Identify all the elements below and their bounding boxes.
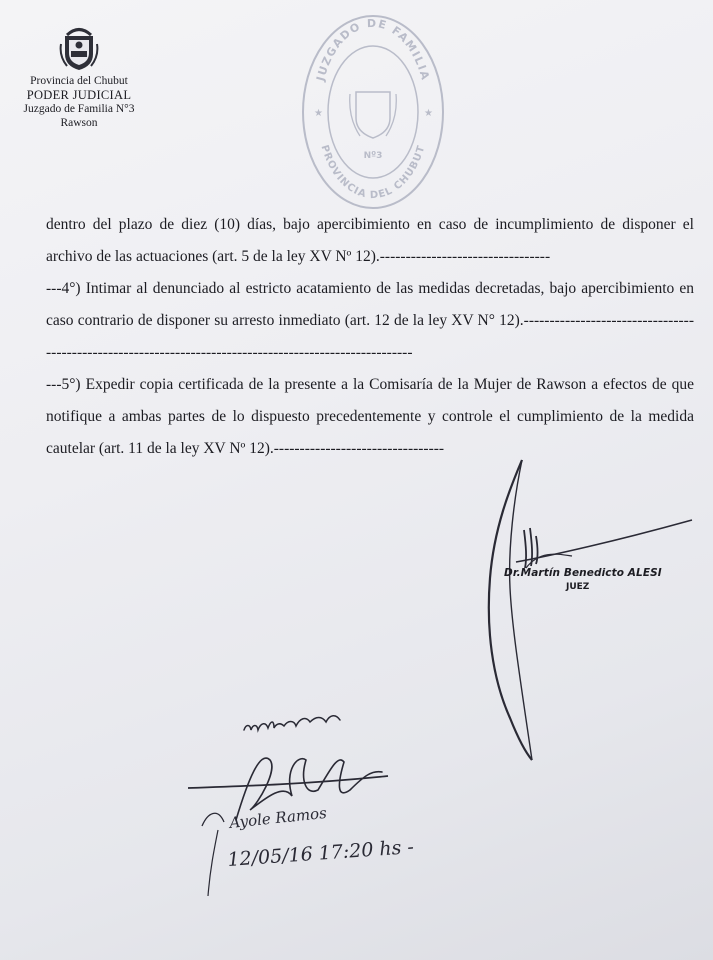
paragraph-item-5: ---5°) Expedir copia certificada de la presente a la Comisaría de la Mujer de Rawson a efectos de que notifique a ambas partes de lo dispuesto precedentemente y controle el cumplimiento de la medida cautelar (art. 11 de la ley XV Nº 12).---------------------------------: [46, 376, 694, 457]
letterhead-court: Juzgado de Familia N°3: [23, 103, 135, 115]
paragraph-item-4: ---4°) Intimar al denunciado al estricto acatamiento de las medidas decretadas, bajo apercibimiento en caso contrario de disponer su arresto inmediato (art. 12 de la ley XV N° 12).--------------------------------------------------------------------------------------------------------: [46, 280, 694, 361]
svg-text:JUZGADO DE FAMILIA: [314, 17, 432, 83]
svg-text:★: ★: [314, 108, 323, 119]
judge-name: Dr.Martín Benedicto ALESI: [504, 567, 662, 579]
court-seal-stamp-icon: [300, 8, 446, 210]
letterhead: [20, 26, 138, 130]
judge-stamp: [504, 567, 684, 592]
paragraph-deadline: dentro del plazo de diez (10) días, bajo apercibimiento en caso de incumplimiento de disponer el archivo de las actuaciones (art. 5 de la ley XV Nº 12).---------------------------------: [46, 216, 694, 265]
svg-text:★: ★: [424, 108, 433, 119]
handwritten-notification: [188, 700, 448, 900]
letterhead-institution: PODER JUDICIAL: [26, 88, 132, 102]
seal-text-bottom: PROVINCIA DEL CHUBUT: [318, 143, 428, 202]
letterhead-city: Rawson: [60, 117, 98, 129]
judge-signature: [480, 458, 710, 768]
notification-name: Ayole Ramos: [228, 803, 328, 832]
letterhead-province: Provincia del Chubut: [30, 75, 128, 87]
judge-title: JUEZ: [566, 582, 590, 592]
resolution-body: [46, 209, 694, 465]
seal-text-number: Nº3: [363, 151, 383, 161]
notification-datetime: 12/05/16 17:20 hs -: [226, 836, 415, 871]
seal-text-top: JUZGADO DE FAMILIA: [313, 16, 433, 83]
provincial-coat-of-arms-icon: [59, 26, 99, 72]
